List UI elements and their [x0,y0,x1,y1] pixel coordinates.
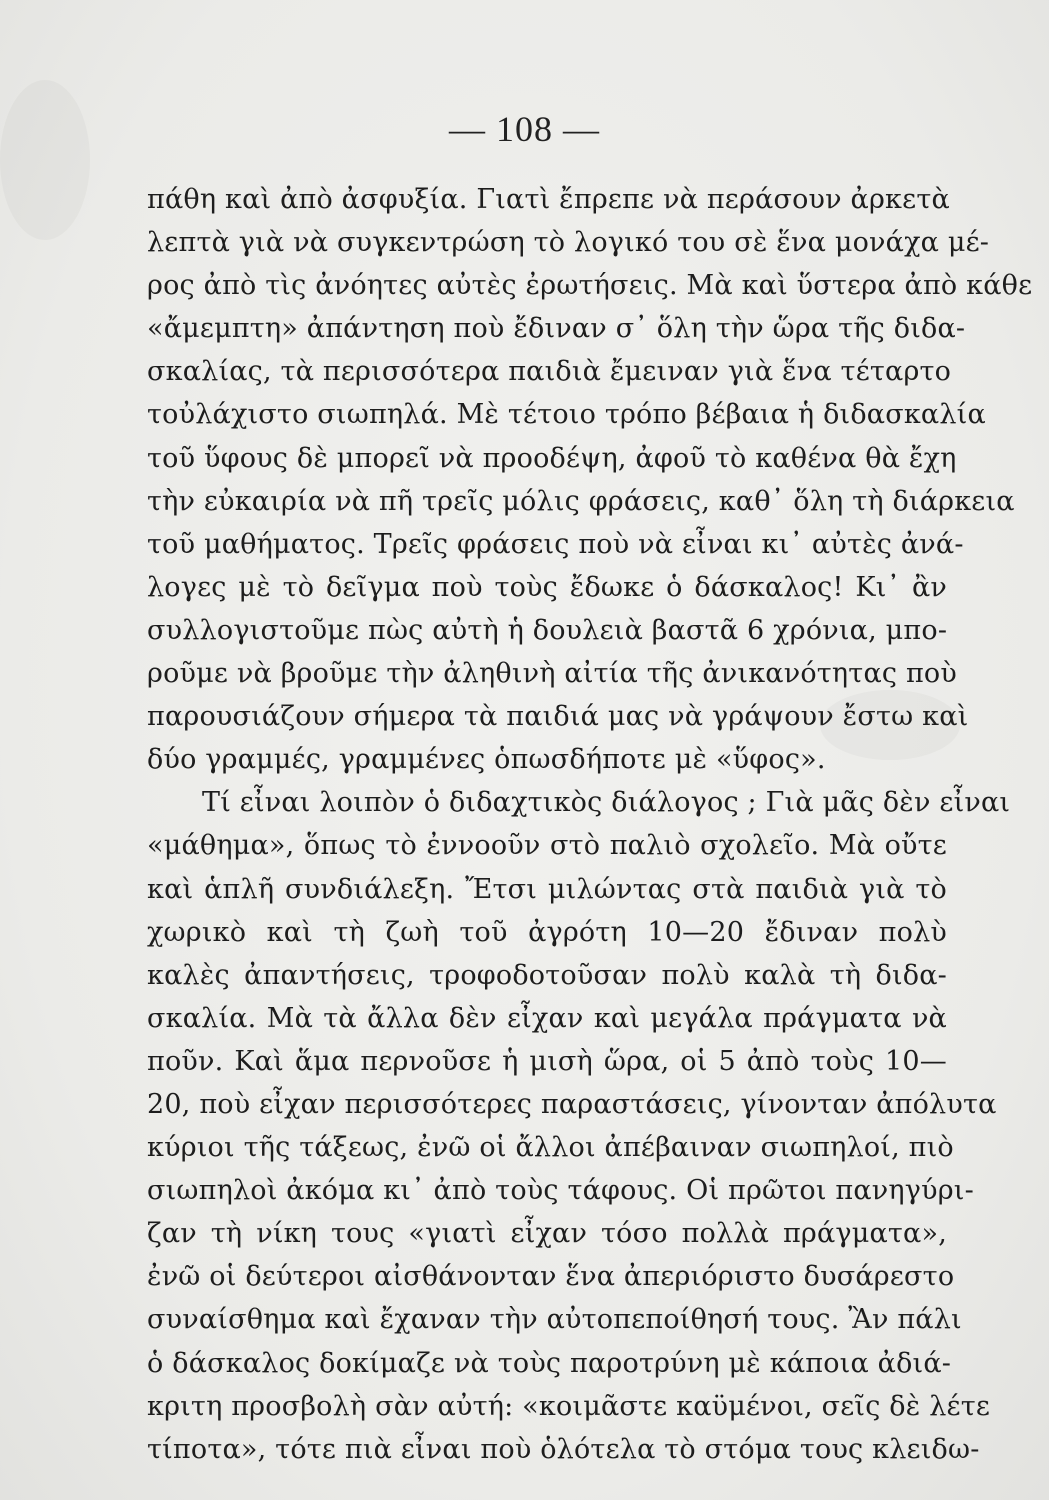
text-line: κριτη προσβολὴ σὰν αὐτή: «κοιμᾶστε καϋμένοι, σεῖς δὲ λέτε [147,1390,991,1422]
paper-stain [0,80,90,240]
text-line: παρουσιάζουν σήμερα τὰ παιδιά μας νὰ γράψουν ἔστω καὶ [147,701,969,733]
text-line: συλλογιστοῦμε πὼς αὐτὴ ἡ δουλειὰ βαστᾶ 6 χρόνια, μπο- [147,614,948,646]
text-line: τοὐλάχιστο σιωπηλά. Μὲ τέτοιο τρόπο βέβαια ἡ διδασκαλία [147,399,986,431]
text-line: ζαν τὴ νίκη τους «γιατὶ εἶχαν τόσο πολλὰ πράγματα», [147,1218,947,1250]
text-line: ἐνῶ οἱ δεύτεροι αἰσθάνονταν ἕνα ἀπεριόριστο δυσάρεστο [147,1261,955,1293]
text-line: «ἄμεμπτη» ἀπάντηση ποὺ ἔδιναν σ᾽ ὅλη τὴν ὥρα τῆς διδα- [147,313,966,345]
text-line: Τί εἶναι λοιπὸν ὁ διδαχτικὸς διάλογος ; Γιὰ μᾶς δὲν εἶναι [202,787,1011,819]
text-line: ρος ἀπὸ τὶς ἀνόητες αὐτὲς ἐρωτήσεις. Μὰ καὶ ὕστερα ἀπὸ κάθε [147,270,1033,302]
text-line: λεπτὰ γιὰ νὰ συγκεντρώση τὸ λογικό του σὲ ἕνα μονάχα μέ- [147,227,990,259]
text-line: δύο γραμμές, γραμμένες ὁπωσδήποτε μὲ «ὕφος». [147,744,826,776]
text-line: τοῦ μαθήματος. Τρεῖς φράσεις ποὺ νὰ εἶναι κι᾽ αὐτὲς ἀνά- [147,528,964,560]
text-line: ροῦμε νὰ βροῦμε τὴν ἀληθινὴ αἰτία τῆς ἀνικανότητας ποὺ [147,658,957,690]
text-line: «μάθημα», ὅπως τὸ ἐννοοῦν στὸ παλιὸ σχολεῖο. Μὰ οὔτε [147,830,947,862]
text-line: τὴν εὐκαιρία νὰ πῆ τρεῖς μόλις φράσεις, καθ᾽ ὅλη τὴ διάρκεια [147,485,1015,517]
text-line: συναίσθημα καὶ ἔχαναν τὴν αὐτοπεποίθησή τους. Ἂν πάλι [147,1304,962,1336]
text-line: κύριοι τῆς τάξεως, ἐνῶ οἱ ἄλλοι ἀπέβαιναν σιωπηλοί, πιὸ [147,1132,954,1164]
text-line: σκαλίας, τὰ περισσότερα παιδιὰ ἔμειναν γιὰ ἕνα τέταρτο [147,356,952,388]
text-line: τίποτα», τότε πιὰ εἶναι ποὺ ὁλότελα τὸ στόμα τους κλειδω- [147,1433,980,1465]
text-line: λογες μὲ τὸ δεῖγμα ποὺ τοὺς ἔδωκε ὁ δάσκαλος! Κι᾽ ἂν [147,571,947,603]
text-line: 20, ποὺ εἶχαν περισσότερες παραστάσεις, γίνονταν ἀπόλυτα [147,1088,997,1120]
text-line: πάθη καὶ ἀπὸ ἀσφυξία. Γιατὶ ἔπρεπε νὰ περάσουν ἀρκετὰ [147,184,950,215]
text-line: τοῦ ὕφους δὲ μπορεῖ νὰ προοδέψη, ἀφοῦ τὸ καθένα θὰ ἔχη [147,442,957,474]
text-line: καὶ ἁπλῆ συνδιάλεξη. Ἔτσι μιλώντας στὰ παιδιὰ γιὰ τὸ [147,873,947,905]
page-number: — 108 — [449,109,600,149]
body-text [147,178,1033,1471]
text-line: σκαλία. Μὰ τὰ ἄλλα δὲν εἶχαν καὶ μεγάλα πράγματα νὰ [147,1002,947,1034]
text-line: ὁ δάσκαλος δοκίμαζε νὰ τοὺς παροτρύνη μὲ κάποια ἀδιά- [147,1347,952,1379]
text-line: σιωπηλοὶ ἀκόμα κι᾽ ἀπὸ τοὺς τάφους. Οἱ πρῶτοι πανηγύρι- [147,1175,974,1207]
text-line: ποῦν. Καὶ ἅμα περνοῦσε ἡ μισὴ ὥρα, οἱ 5 ἀπὸ τοὺς 10— [147,1045,947,1077]
text-line: καλὲς ἀπαντήσεις, τροφοδοτοῦσαν πολὺ καλὰ τὴ διδα- [147,959,947,991]
text-line: χωρικὸ καὶ τὴ ζωὴ τοῦ ἀγρότη 10—20 ἔδιναν πολὺ [147,916,947,948]
